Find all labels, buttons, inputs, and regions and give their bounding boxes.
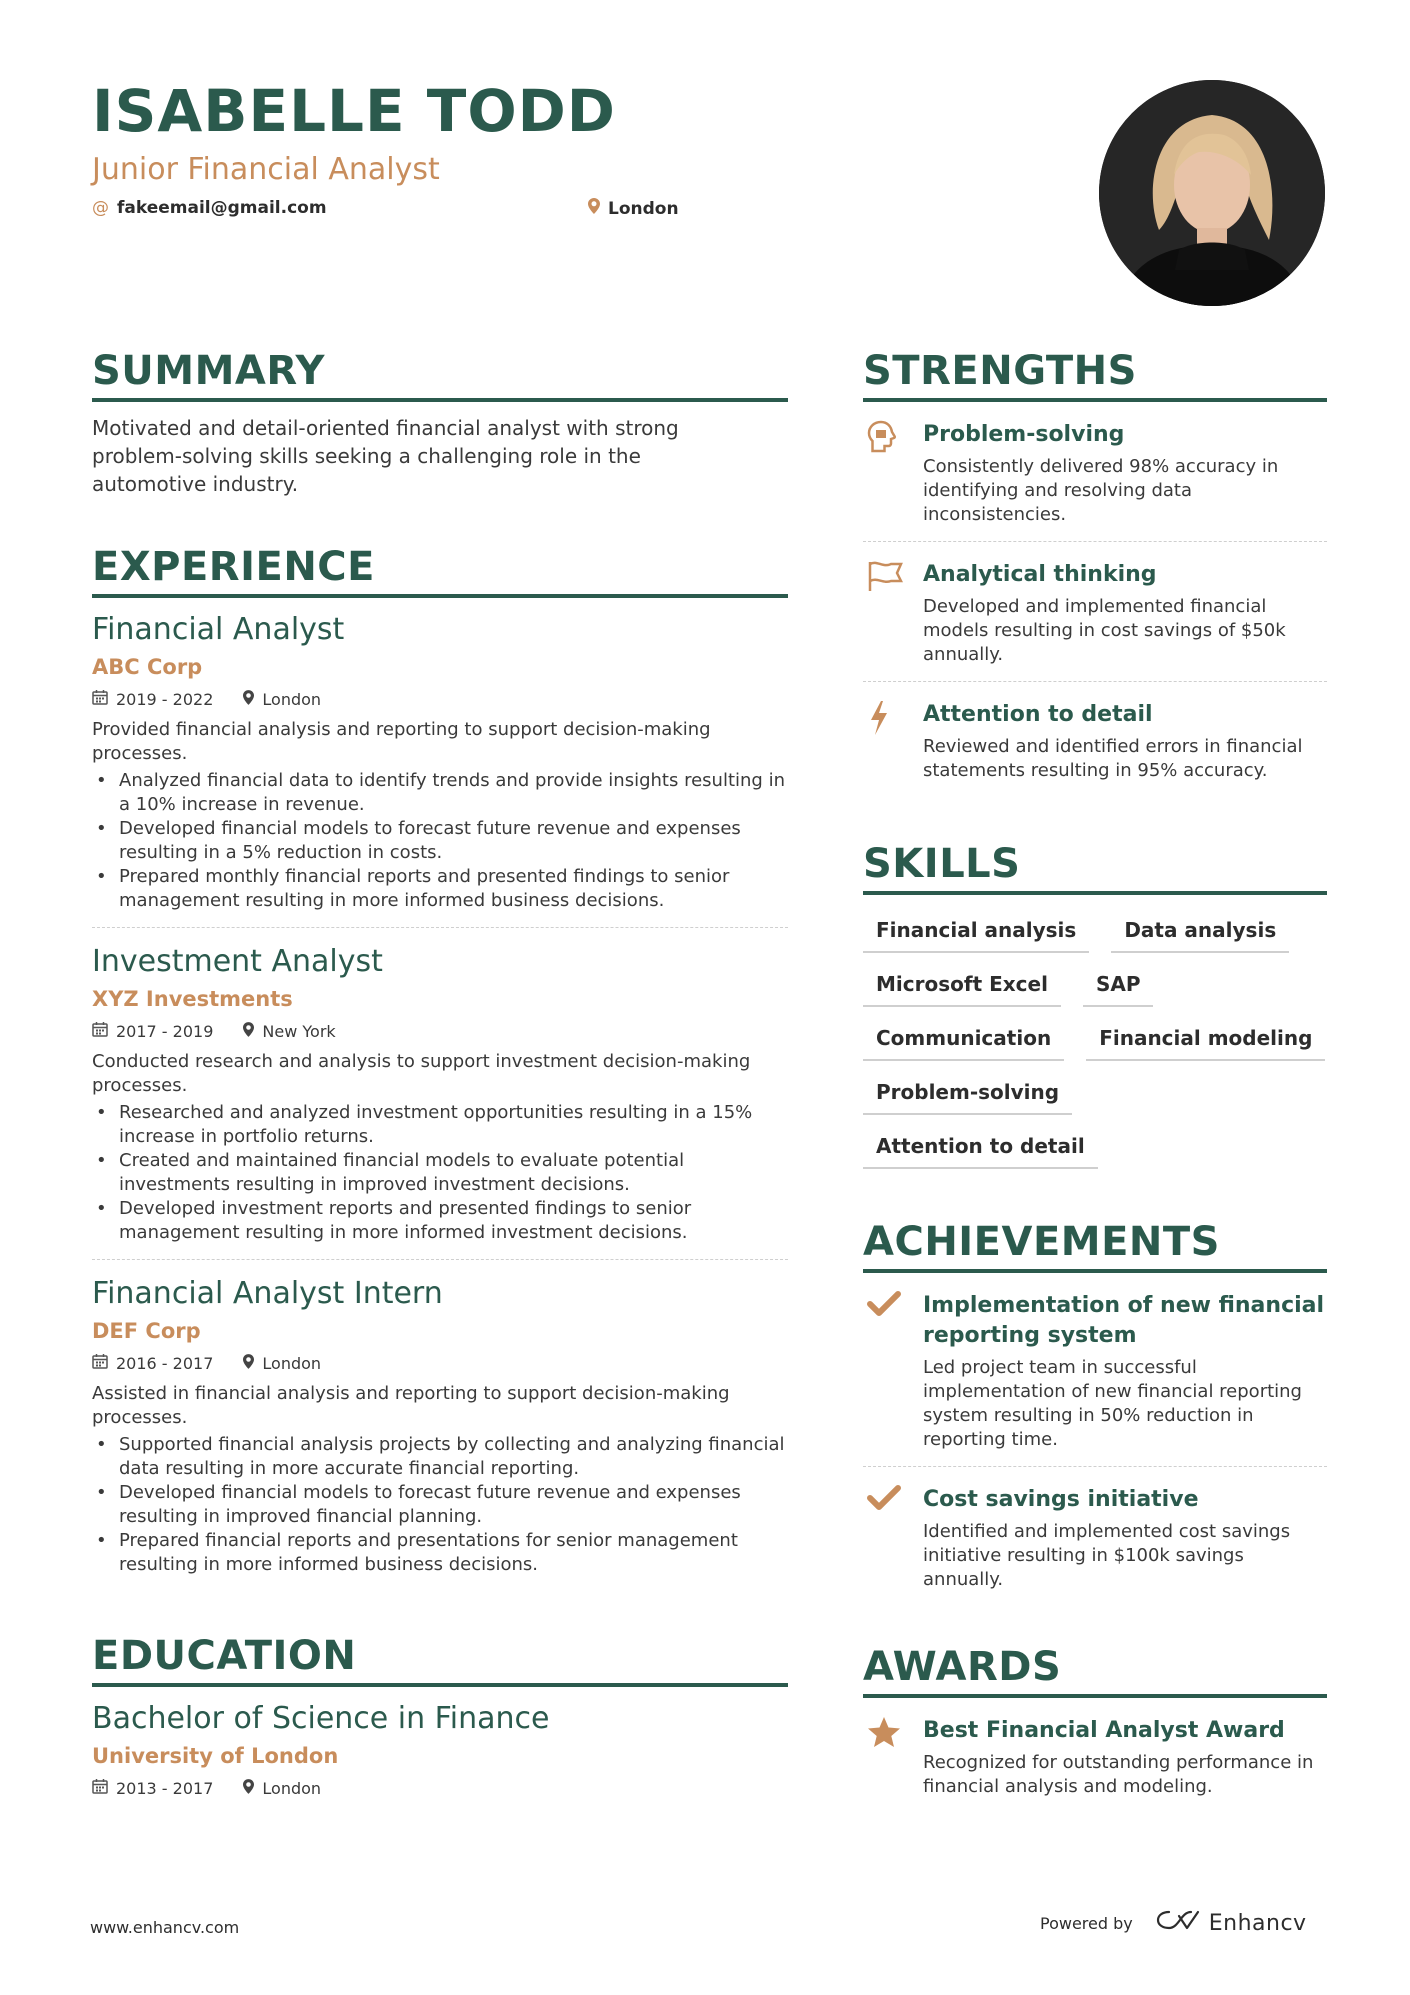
job-location (243, 1022, 335, 1041)
bullet-item: • Supported financial analysis projects by collecting and analyzing financial data resulting in more accurate financial reporting. (92, 1433, 788, 1481)
job-dates: 2016 - 2017 (116, 1353, 214, 1373)
location-pin-icon (243, 690, 254, 709)
skill-tag: Attention to detail (863, 1127, 1098, 1169)
strength-description: Consistently delivered 98% accuracy in identifying and resolving data inconsistencies. (923, 456, 1279, 525)
location-pin-icon (243, 1354, 254, 1373)
job-dates: 2019 - 2022 (116, 689, 214, 709)
achievement-title: Implementation of new financial reporting system (923, 1293, 1325, 1348)
star-icon (863, 1716, 923, 1799)
candidate-name: ISABELLE TODD (92, 77, 616, 145)
summary-section (92, 346, 788, 498)
job-meta (92, 1352, 788, 1374)
job-description: Conducted research and analysis to support investment decision-making processes. (92, 1051, 751, 1096)
bullet-item: • Developed financial models to forecast future revenue and expenses resulting in a 5% reduction in costs. (92, 817, 788, 865)
achievement-item (863, 1273, 1327, 1467)
strength-item (863, 402, 1327, 542)
bullet-item: • Analyzed financial data to identify trends and provide insights resulting in a 10% increase in revenue. (92, 769, 788, 817)
strengths-section (863, 346, 1327, 797)
section-heading: EXPERIENCE (92, 544, 375, 590)
flag-icon (863, 560, 923, 667)
strength-title: Problem-solving (923, 422, 1125, 447)
section-divider (92, 398, 788, 402)
calendar-icon (92, 1021, 108, 1041)
skill-tag: Communication (863, 1019, 1064, 1061)
job-location-text: London (262, 689, 322, 709)
section-heading: AWARDS (863, 1644, 1062, 1690)
profile-photo (1099, 80, 1325, 306)
job-description: Provided financial analysis and reporting to support decision-making processes. (92, 719, 711, 764)
section-heading: EDUCATION (92, 1633, 357, 1679)
resume-header (92, 78, 992, 228)
location-pin-icon (243, 1022, 254, 1041)
degree: Bachelor of Science in Finance (92, 1701, 550, 1736)
strength-item (863, 542, 1327, 682)
strength-title: Attention to detail (923, 702, 1153, 727)
job-meta (92, 688, 788, 710)
school-name: University of London (92, 1744, 339, 1768)
job-bullets (92, 1433, 788, 1577)
right-column (863, 346, 1327, 1813)
powered-by-text: Powered by (1040, 1913, 1133, 1933)
strength-description: Developed and implemented financial models resulting in cost savings of $50k annually. (923, 596, 1286, 665)
bullet-item: • Created and maintained financial models to evaluate potential investments resulting in improved investment decisions. (92, 1149, 788, 1197)
brand-logo[interactable] (1155, 1908, 1307, 1938)
strength-description: Reviewed and identified errors in financial statements resulting in 95% accuracy. (923, 736, 1303, 781)
job-location-text: New York (262, 1021, 336, 1041)
experience-section (92, 542, 788, 1591)
award-item (863, 1698, 1327, 1813)
location-pin-icon (243, 1779, 254, 1798)
skill-tag: SAP (1083, 965, 1154, 1007)
section-heading: SKILLS (863, 841, 1021, 887)
contact-email[interactable] (92, 198, 327, 218)
experience-item (92, 928, 788, 1260)
job-role: Financial Analyst (92, 612, 345, 647)
achievements-section (863, 1217, 1327, 1606)
email-text: fakeemail@gmail.com (117, 198, 327, 218)
at-icon: @ (92, 198, 109, 218)
calendar-icon (92, 1778, 108, 1798)
achievement-item (863, 1467, 1327, 1606)
job-description: Assisted in financial analysis and reporting to support decision-making processes. (92, 1383, 730, 1428)
job-role: Investment Analyst (92, 944, 383, 979)
strength-item (863, 682, 1327, 797)
education-section (92, 1631, 788, 1799)
education-location-text: London (262, 1778, 322, 1798)
location-pin-icon (588, 198, 600, 219)
experience-item (92, 598, 788, 928)
summary-text: Motivated and detail-oriented financial analyst with strong problem-solving skills seeking a challenging role in the automotive industry. (92, 416, 679, 496)
job-dates: 2017 - 2019 (116, 1021, 214, 1041)
company-name: ABC Corp (92, 655, 203, 679)
bullet-item: • Researched and analyzed investment opportunities resulting in a 15% increase in portfolio returns. (92, 1101, 788, 1149)
footer-website[interactable]: www.enhancv.com (90, 1918, 240, 1937)
education-location (243, 1779, 321, 1798)
company-name: DEF Corp (92, 1319, 201, 1343)
job-bullets (92, 769, 788, 913)
strength-title: Analytical thinking (923, 562, 1157, 587)
job-role: Financial Analyst Intern (92, 1276, 443, 1311)
job-bullets (92, 1101, 788, 1245)
skills-section (863, 839, 1327, 1169)
footer-branding (1040, 1908, 1307, 1938)
enhancv-logo-icon (1155, 1908, 1201, 1938)
location-text: London (608, 198, 679, 219)
left-column (92, 346, 788, 1799)
awards-section (863, 1642, 1327, 1813)
achievement-description: Identified and implemented cost savings initiative resulting in $100k savings annually. (923, 1521, 1291, 1590)
skill-tag: Financial analysis (863, 911, 1089, 953)
company-name: XYZ Investments (92, 987, 293, 1011)
job-location (243, 690, 321, 709)
achievement-description: Led project team in successful implementation of new financial reporting system resulting in 50% reduction in reporting time. (923, 1357, 1302, 1450)
section-heading: ACHIEVEMENTS (863, 1219, 1220, 1265)
brand-name: Enhancv (1208, 1910, 1307, 1936)
experience-item (92, 1260, 788, 1591)
education-item (92, 1687, 788, 1799)
skill-tag: Microsoft Excel (863, 965, 1061, 1007)
bullet-item: • Developed financial models to forecast future revenue and expenses resulting in improved financial planning. (92, 1481, 788, 1529)
award-description: Recognized for outstanding performance in financial analysis and modeling. (923, 1752, 1314, 1797)
calendar-icon (92, 1353, 108, 1373)
skill-tag: Data analysis (1111, 911, 1289, 953)
section-heading: SUMMARY (92, 348, 325, 394)
checkmark-icon (863, 1291, 923, 1452)
bullet-item: • Developed investment reports and presented findings to senior management resulting in more informed investment decisions. (92, 1197, 788, 1245)
skill-tag: Financial modeling (1086, 1019, 1325, 1061)
contact-info (92, 198, 992, 228)
skill-tag: Problem-solving (863, 1073, 1072, 1115)
candidate-title: Junior Financial Analyst (92, 152, 440, 187)
award-title: Best Financial Analyst Award (923, 1718, 1285, 1743)
skills-list (863, 911, 1327, 1169)
bullet-item: • Prepared monthly financial reports and presented findings to senior management resulting in more informed business decisions. (92, 865, 788, 913)
head-icon (863, 420, 923, 527)
section-heading: STRENGTHS (863, 348, 1137, 394)
section-divider (863, 891, 1327, 895)
bullet-item: • Prepared financial reports and presentations for senior management resulting in more informed business decisions. (92, 1529, 788, 1577)
contact-location (588, 198, 679, 219)
checkmark-icon (863, 1485, 923, 1592)
job-meta (92, 1020, 788, 1042)
job-location-text: London (262, 1353, 322, 1373)
job-location (243, 1354, 321, 1373)
calendar-icon (92, 689, 108, 709)
achievement-title: Cost savings initiative (923, 1487, 1199, 1512)
education-meta (92, 1777, 788, 1799)
lightning-icon (863, 700, 923, 783)
education-dates: 2013 - 2017 (116, 1778, 214, 1798)
